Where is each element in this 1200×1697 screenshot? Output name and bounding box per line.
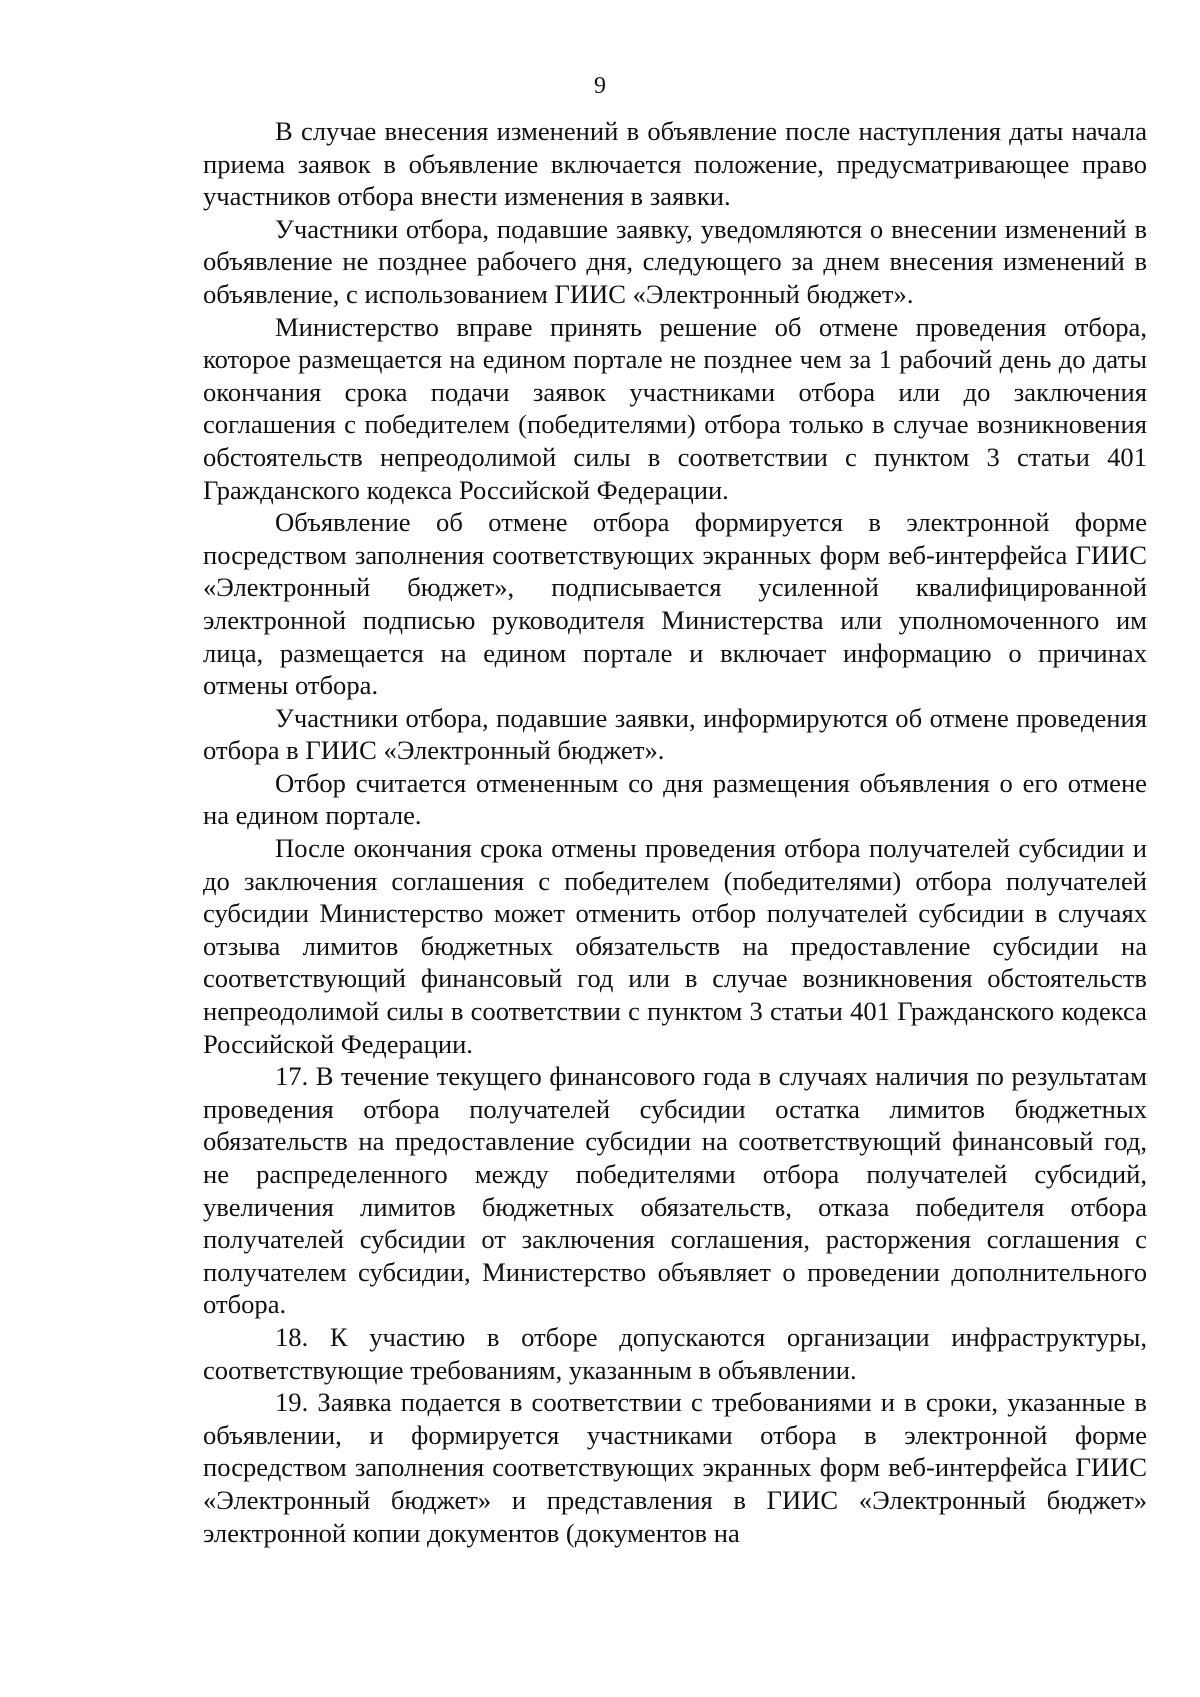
paragraph-cancellation-form: Объявление об отмене отбора формируется в электронной форме посредством заполнения соответствующих экранных форм веб-интерфейса ГИИС «Электронный бюджет», подписывается усиленной квалифицированной электронной подписью руководителя Министерства или уполномоченного им лица, размещается на едином портале и включает информацию о причинах отмены отбора.: [203, 507, 1147, 701]
paragraph-cancellation-after-deadline: После окончания срока отмены проведения отбора получателей субсидии и до заключения соглашения с победителем (победителями) отбора получателей субсидии Министерство может отменить отбор получателей субсидии в случаях отзыва лимитов бюджетных обязательств на предоставление субсидии на соответствующий финансовый год или в случае возникновения обстоятельств непреодолимой силы в соответствии с пунктом 3 статьи 401 Гражданского кодекса Российской Федерации.: [203, 833, 1147, 1059]
paragraph-amendment-notice: В случае внесения изменений в объявление после наступления даты начала приема заявок в объявление включается положение, предусматривающее право участников отбора внести изменения в заявки.: [203, 116, 1147, 212]
paragraph-item-17: 17. В течение текущего финансового года в случаях наличия по результатам проведения отбора получателей субсидии остатка лимитов бюджетных обязательств на предоставление субсидии на соответствующий финансовый год, не распределенного между победителями отбора получателей субсидий, увеличения лимитов бюджетных обязательств, отказа победителя отбора получателей субсидии от заключения соглашения, расторжения соглашения с получателем субсидии, Министерство объявляет о проведении дополнительного отбора.: [203, 1061, 1147, 1320]
paragraph-cancellation-right: Министерство вправе принять решение об отмене проведения отбора, которое размещается на едином портале не позднее чем за 1 рабочий день до даты окончания срока подачи заявок участниками отбора или до заключения соглашения с победителем (победителями) отбора только в случае возникновения обстоятельств непреодолимой силы в соответствии с пунктом 3 статьи 401 Гражданского кодекса Российской Федерации.: [203, 311, 1147, 505]
paragraph-participant-notification: Участники отбора, подавшие заявку, уведомляются о внесении изменений в объявление не позднее рабочего дня, следующего за днем внесения изменений в объявление, с использованием ГИИС «Электронный бюджет».: [203, 213, 1147, 309]
paragraph-cancellation-effective: Отбор считается отмененным со дня размещения объявления о его отмене на едином портале.: [203, 767, 1147, 831]
paragraph-item-19: 19. Заявка подается в соответствии с требованиями и в сроки, указанные в объявлении, и формируется участниками отбора в электронной форме посредством заполнения соответствующих экранных форм веб-интерфейса ГИИС «Электронный бюджет» и представления в ГИИС «Электронный бюджет» электронной копии документов (документов на: [203, 1387, 1147, 1548]
paragraph-cancellation-inform: Участники отбора, подавшие заявки, информируются об отмене проведения отбора в ГИИС «Электронный бюджет».: [203, 702, 1147, 766]
document-body: [203, 115, 1147, 1549]
paragraph-item-18: 18. К участию в отборе допускаются организации инфраструктуры, соответствующие требованиям, указанным в объявлении.: [203, 1321, 1147, 1385]
page-number: 9: [594, 73, 606, 99]
